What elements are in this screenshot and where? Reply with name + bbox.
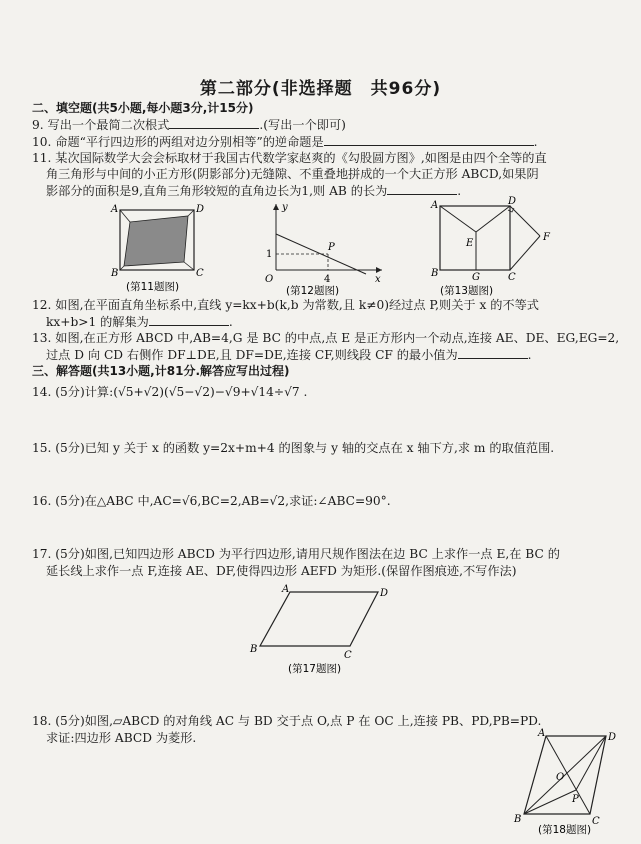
answer-blank-12[interactable] [149,313,229,326]
question-9-tail: .(写出一个即可) [259,118,346,132]
label-origin: O [265,274,274,285]
section-fill-in-heading: 二、填空题(共5小题,每小题3分,计15分) [32,101,254,115]
label-c: C [592,816,600,827]
label-a: A [538,728,546,739]
question-12-line-2 [46,313,636,330]
label-one: 1 [266,249,273,260]
question-11-line-2: 角三角形与中间的小正方形(阴影部分)无缝隙、不重叠地拼成的一个大正方形 ABCD,如果阴 [46,167,539,181]
label-y: y [282,202,288,213]
figure-12-caption: (第12题图) [286,285,340,296]
label-b: B [431,268,439,279]
diagonal-bd [524,736,606,814]
figure-17-caption: (第17题图) [288,663,342,675]
question-11-line-1: 11. 某次国际数学大会会标取材于我国古代数学家赵爽的《勾股圆方图》,如图是由四个全等的直 [32,151,547,165]
segment-pd [576,736,606,790]
question-12-text: kx+b>1 的解集为 [46,315,149,329]
figure-18 [512,728,624,836]
label-p: P [328,242,335,253]
label-b: B [250,644,258,655]
question-13-line-2 [46,346,636,363]
figure-17 [248,582,396,678]
question-13-tail: . [527,348,532,362]
figure-13 [430,196,558,298]
question-16: 16. (5分)在△ABC 中,AC=√6,BC=2,AB=√2,求证:∠ABC=90°. [32,494,391,508]
diagonal-ac [546,736,590,814]
label-c: C [508,272,516,283]
page-title: 第二部分(非选择题 共96分) [199,79,442,99]
question-17-line-2: 延长线上求作一点 F,连接 AE、DF,使得四边形 AEFD 为矩形.(保留作图痕迹,不写作法) [46,564,517,578]
question-11-tail: . [457,184,462,198]
question-11-text: 影部分的面积是9,直角三角形较短的直角边长为1,则 AB 的长为 [46,184,388,198]
figure-11-caption: (第11题图) [126,281,180,293]
label-c: C [196,268,204,279]
figure-13-caption: (第13题图) [440,285,494,297]
segment-pb [524,790,576,814]
shaded-square [124,216,188,266]
question-13-line-1: 13. 如图,在正方形 ABCD 中,AB=4,G 是 BC 的中点,点 E 是正方形内一个动点,连接 AE、DE、EG,EG=2, [32,331,620,345]
answer-blank-10[interactable] [324,133,534,146]
label-d: D [608,732,617,743]
label-d: D [508,196,517,207]
answer-blank-13[interactable] [458,346,528,359]
question-12-line-1: 12. 如图,在平面直角坐标系中,直线 y=kx+b(k,b 为常数,且 k≠0)经过点 P,则关于 x 的不等式 [32,298,539,312]
label-p: P [572,794,579,805]
question-10-text: 10. 命题“平行四边形的两组对边分别相等”的逆命题是 [32,135,324,149]
label-d: D [196,204,205,215]
label-a: A [111,204,119,215]
answer-blank-9[interactable] [169,116,259,129]
label-b: B [111,268,119,279]
question-10 [32,133,622,150]
label-d: D [380,588,389,599]
answer-blank-11[interactable] [387,182,457,195]
label-o: O [556,772,565,783]
label-a: A [431,200,439,211]
parallelogram-abcd [260,592,378,646]
label-a: A [282,584,290,595]
question-12-tail: . [228,315,233,329]
label-x: x [375,274,381,285]
figure-11 [108,200,208,296]
question-10-tail: . [533,135,538,149]
label-four: 4 [324,274,331,285]
label-f: F [543,232,550,243]
question-13-text: 过点 D 向 CD 右侧作 DF⊥DE,且 DF=DE,连接 CF,则线段 CF 的最小值为 [46,348,458,362]
question-15: 15. (5分)已知 y 关于 x 的函数 y=2x+m+4 的图象与 y 轴的交点在 x 轴下方,求 m 的取值范围. [32,441,555,455]
label-c: C [344,650,352,661]
figure-12 [256,198,388,296]
label-b: B [514,814,522,825]
label-g: G [472,272,480,283]
question-18-line-2: 求证:四边形 ABCD 为菱形. [46,731,197,745]
figure-18-caption: (第18题图) [538,824,592,836]
question-18-line-1: 18. (5分)如图,▱ABCD 的对角线 AC 与 BD 交于点 O,点 P 在 OC 上,连接 PB、PD,PB=PD. [32,714,542,728]
question-14: 14. (5分)计算:(√5+√2)(√5−√2)−√9+√14÷√7 . [32,385,308,399]
question-9-text: 9. 写出一个最简二次根式 [32,118,170,132]
question-9 [32,116,622,133]
question-17-line-1: 17. (5分)如图,已知四边形 ABCD 为平行四边形,请用尺规作图法在边 BC 上求作一点 E,在 BC 的 [32,547,560,561]
square-abcd [440,206,510,270]
section-solutions-heading: 三、解答题(共13小题,计81分.解答应写出过程) [32,364,290,378]
label-e: E [466,238,474,249]
